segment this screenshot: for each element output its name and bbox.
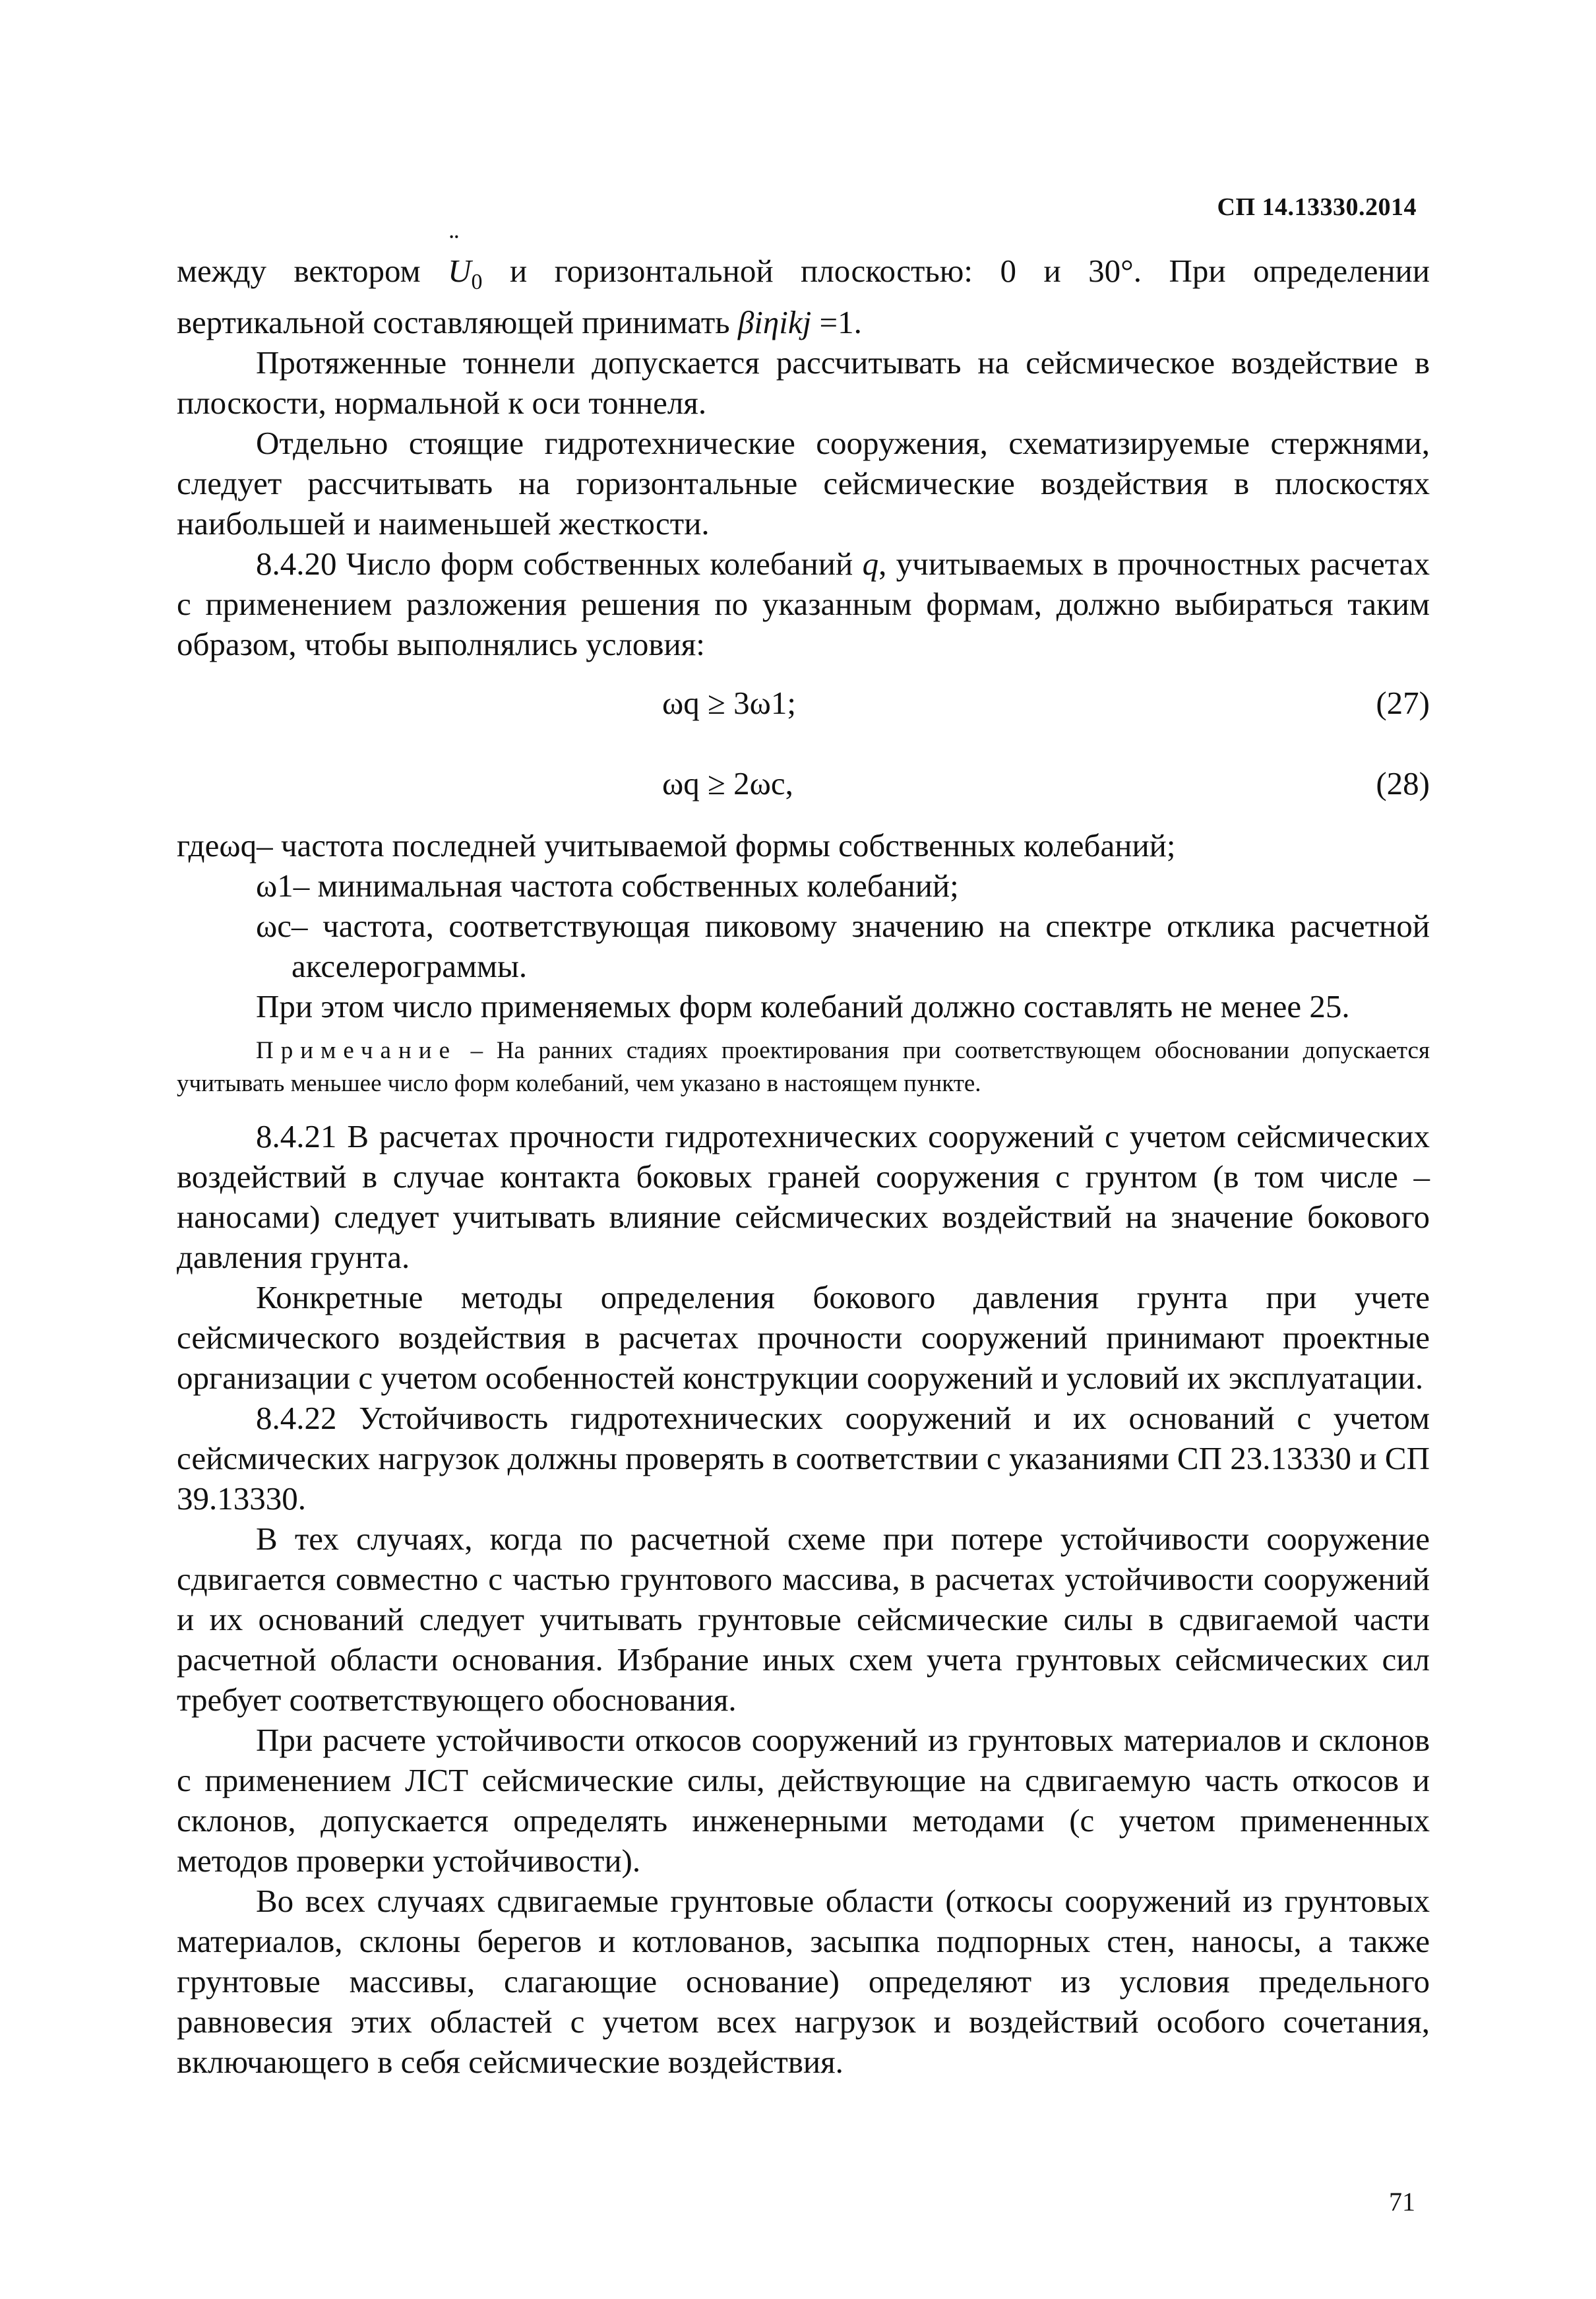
definition-text: – частота последней учитываемой формы собственных колебаний;	[257, 827, 1176, 864]
variable-q: q	[862, 545, 879, 582]
definition-item	[177, 866, 1430, 906]
equation-formula: ωq ≥ 2ωc,	[662, 765, 793, 802]
clause-8-4-20	[177, 544, 1430, 664]
document-code-header: СП 14.13330.2014	[1217, 193, 1417, 221]
where-lead: где	[177, 827, 220, 864]
equation-27	[177, 664, 1430, 745]
paragraph-soil-massif: В тех случаях, когда по расчетной схеме при потере устойчивости сооружение сдвигается совместно с частью грунтового массива, в расчетах устойчивости сооружений и их оснований следует учитывать грунтовые сейсмические силы в сдвигаемой части расчетной области основания. Избрание иных схем учета грунтовых сейсмических сил требует соответствующего обоснования.	[177, 1520, 1430, 1718]
equation-number: (27)	[1376, 684, 1430, 721]
vector-symbol: U	[448, 253, 472, 289]
paragraph-lateral-pressure: Конкретные методы определения бокового давления грунта при учете сейсмического воздействия в расчетах прочности сооружений принимают проектные организации с учетом особенностей конструкции сооружений и условий их эксплуатации.	[177, 1278, 1430, 1396]
paragraph-tunnels: Протяженные тоннели допускается рассчитывать на сейсмическое воздействие в плоскости, нормальной к оси тоннеля.	[177, 344, 1430, 421]
equation-number: (28)	[1376, 765, 1430, 802]
paragraph-min-forms: При этом число применяемых форм колебаний должно составлять не менее 25.	[256, 988, 1350, 1024]
where-definitions	[177, 825, 1430, 986]
vector-u-double-dot	[448, 251, 482, 302]
beta-eta-symbol: βiηikj	[737, 303, 812, 340]
note-label: Примечание	[256, 1036, 457, 1064]
equation-formula: ωq ≥ 3ω1;	[662, 684, 797, 721]
paragraph-slope-stability: При расчете устойчивости откосов сооружений из грунтовых материалов и склонов с применением ЛСТ сейсмические силы, действующие на сдвигаемую часть откосов и склонов, допускается определять инженерными методами (с учетом примененных методов проверки устойчивости).	[177, 1721, 1430, 1879]
text-fragment: между вектором	[177, 253, 448, 289]
paragraph-shear-regions: Во всех случаях сдвигаемые грунтовые области (откосы сооружений из грунтовых материалов, склоны берегов и котлованов, засыпка подпорных стен, наносы, а также грунтовые массивы, слагающие основание) определяют из условия предельного равновесия этих областей с учетом всех нагрузок и воздействий особого сочетания, включающего в себя сейсмические воздействия.	[177, 1882, 1430, 2080]
definition-item	[177, 906, 1430, 986]
clause-8-4-21: 8.4.21 В расчетах прочности гидротехнических сооружений с учетом сейсмических воздействий в случае контакта боковых граней сооружения с грунтом (в том числе – наносами) следует учитывать влияние сейсмических воздействий на значение бокового давления грунта.	[177, 1118, 1430, 1275]
definition-text: – частота, соответствующая пиковому значению на спектре отклика расчетной акселерограммы.	[292, 907, 1430, 984]
text-fragment: и горизонтальной плоскостью: 0 и 30°. При определении вертикальной составляющей принимать	[177, 253, 1430, 340]
definition-text: – минимальная частота собственных колебаний;	[293, 867, 959, 904]
definition-symbol: ωq	[219, 827, 257, 864]
note	[177, 1034, 1430, 1100]
clause-8-4-22: 8.4.22 Устойчивость гидротехнических сооружений и их оснований с учетом сейсмических нагрузок должны проверять в соответствии с указаниями СП 23.13330 и СП 39.13330.	[177, 1399, 1430, 1517]
text-fragment: =1.	[811, 303, 862, 340]
note-text: – На ранних стадиях проектирования при соответствующем обосновании допускается учитывать меньшее число форм колебаний, чем указано в настоящем пункте.	[177, 1036, 1430, 1097]
equation-28	[177, 745, 1430, 825]
document-body	[177, 251, 1430, 2082]
definition-symbol: ωc	[256, 907, 292, 944]
page-number: 71	[1389, 2187, 1415, 2217]
definition-symbol: ω1	[256, 867, 293, 904]
text-fragment: , учитываемых в прочностных расчетах с применением разложения решения по указанным формам, должно выбираться таким образом, чтобы выполнялись условия:	[177, 545, 1430, 662]
paragraph-rod-structures: Отдельно стоящие гидротехнические сооружения, схематизируемые стержнями, следует рассчитывать на горизонтальные сейсмические воздействия в плоскостях наибольшей и наименьшей жесткости.	[177, 424, 1430, 542]
paragraph-vector-angle	[177, 251, 1430, 342]
clause-number: 8.4.20	[256, 545, 337, 582]
vector-subscript: 0	[471, 269, 483, 294]
text-fragment: Число форм собственных колебаний	[336, 545, 863, 582]
definition-item	[177, 825, 1430, 866]
